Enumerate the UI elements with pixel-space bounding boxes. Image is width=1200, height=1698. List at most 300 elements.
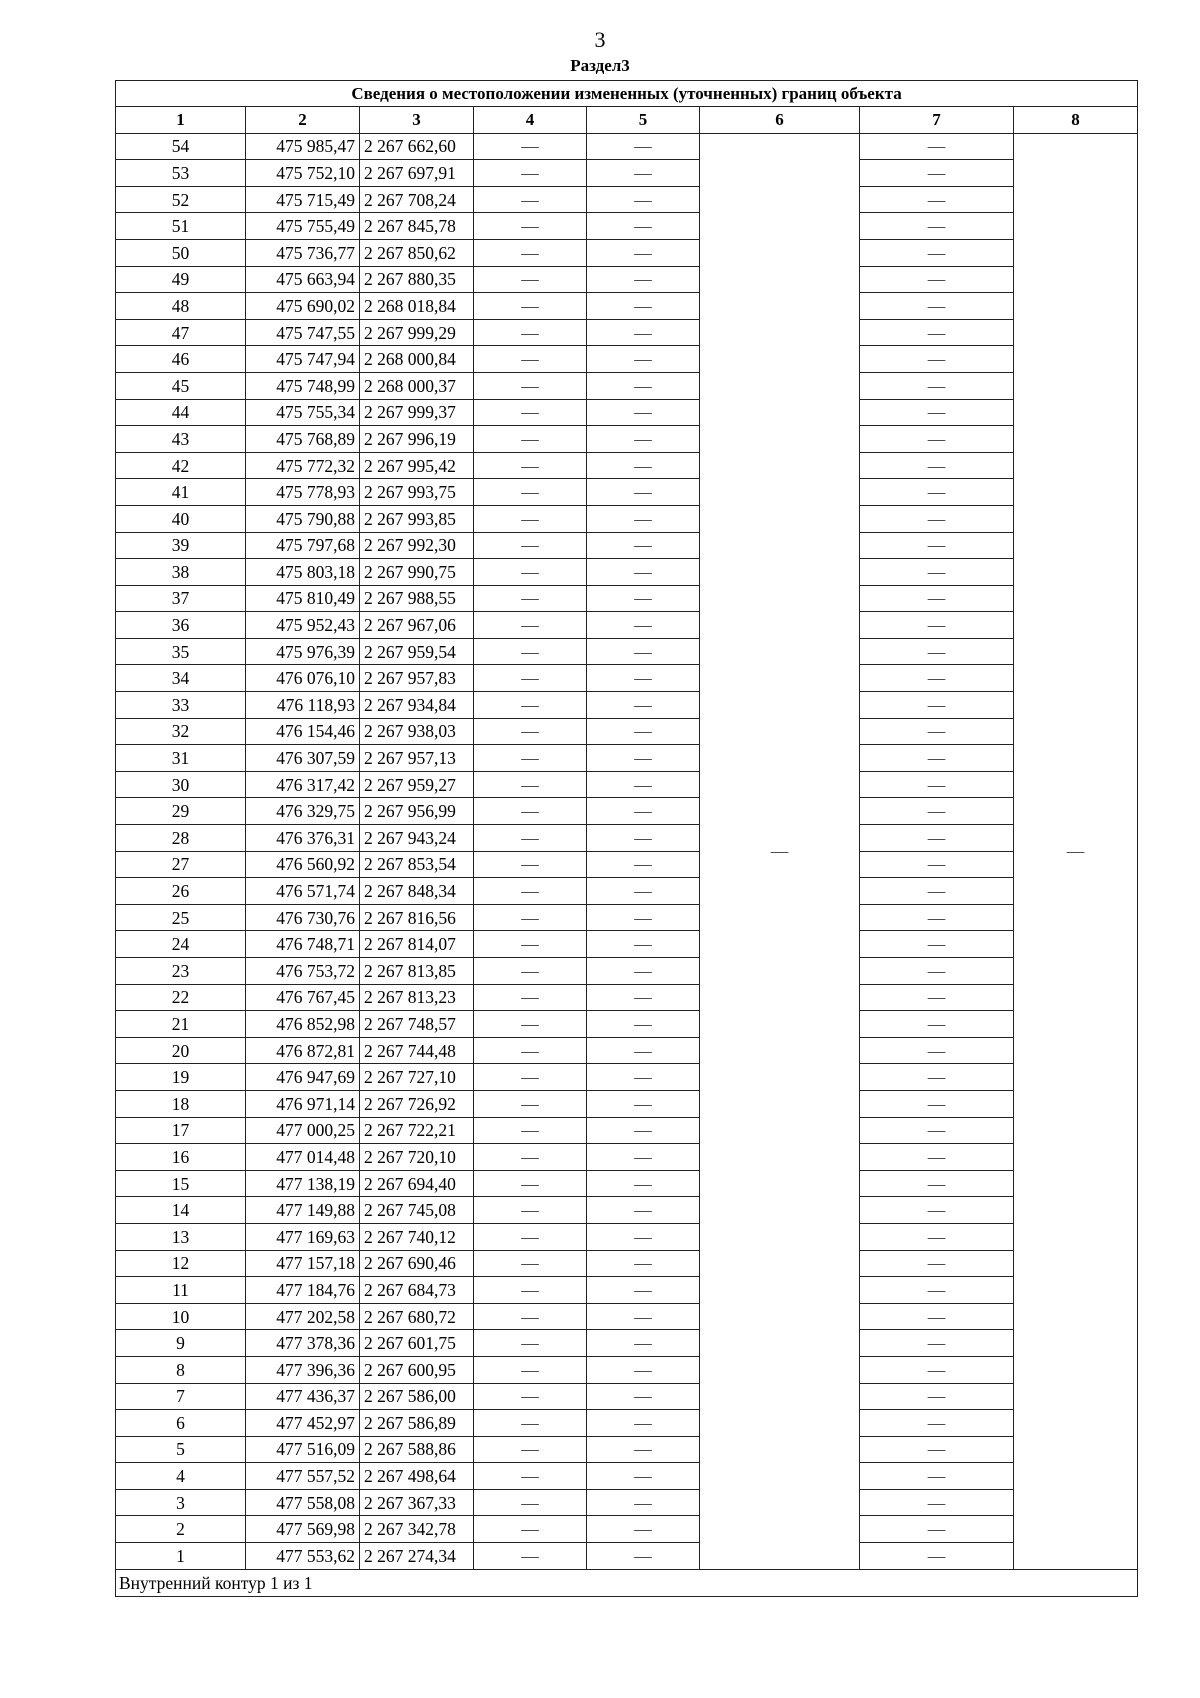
table-row	[116, 1436, 1138, 1463]
column-4-cell: —	[474, 1463, 587, 1490]
column-7-cell: —	[860, 1011, 1014, 1038]
point-number-cell: 45	[116, 372, 246, 399]
table-row	[116, 1516, 1138, 1543]
y-coordinate-cell: 2 267 990,75	[360, 559, 474, 586]
point-number-cell: 18	[116, 1090, 246, 1117]
column-5-cell: —	[587, 293, 700, 320]
column-4-cell: —	[474, 1410, 587, 1437]
y-coordinate-cell: 2 267 959,54	[360, 638, 474, 665]
table-row	[116, 771, 1138, 798]
column-7-cell: —	[860, 559, 1014, 586]
column-5-cell: —	[587, 1383, 700, 1410]
column-8-merged-cell: —	[1014, 133, 1138, 1569]
column-5-cell: —	[587, 1330, 700, 1357]
x-coordinate-cell: 476 376,31	[246, 825, 360, 852]
x-coordinate-cell: 477 378,36	[246, 1330, 360, 1357]
column-7-cell: —	[860, 825, 1014, 852]
table-row	[116, 532, 1138, 559]
column-4-cell: —	[474, 984, 587, 1011]
column-7-cell: —	[860, 851, 1014, 878]
table-row	[116, 958, 1138, 985]
column-4-cell: —	[474, 958, 587, 985]
x-coordinate-cell: 475 976,39	[246, 638, 360, 665]
table-row	[116, 825, 1138, 852]
page-number: 3	[594, 27, 606, 52]
column-7-cell: —	[860, 293, 1014, 320]
table-row	[116, 346, 1138, 373]
y-coordinate-cell: 2 267 853,54	[360, 851, 474, 878]
point-number-cell: 15	[116, 1170, 246, 1197]
column-4-cell: —	[474, 1330, 587, 1357]
table-row	[116, 1170, 1138, 1197]
point-number-cell: 13	[116, 1223, 246, 1250]
point-number-cell: 17	[116, 1117, 246, 1144]
x-coordinate-cell: 477 169,63	[246, 1223, 360, 1250]
column-5-cell: —	[587, 266, 700, 293]
point-number-cell: 4	[116, 1463, 246, 1490]
column-7-cell: —	[860, 452, 1014, 479]
point-number-cell: 37	[116, 585, 246, 612]
column-5-cell: —	[587, 186, 700, 213]
point-number-cell: 53	[116, 160, 246, 187]
table-row	[116, 1303, 1138, 1330]
column-7-cell: —	[860, 505, 1014, 532]
column-5-cell: —	[587, 1223, 700, 1250]
x-coordinate-cell: 475 797,68	[246, 532, 360, 559]
point-number-cell: 14	[116, 1197, 246, 1224]
column-5-cell: —	[587, 718, 700, 745]
table-row	[116, 1011, 1138, 1038]
column-4-cell: —	[474, 213, 587, 240]
point-number-cell: 6	[116, 1410, 246, 1437]
column-5-cell: —	[587, 612, 700, 639]
table-row	[116, 1090, 1138, 1117]
x-coordinate-cell: 477 000,25	[246, 1117, 360, 1144]
y-coordinate-cell: 2 267 694,40	[360, 1170, 474, 1197]
column-4-cell: —	[474, 133, 587, 160]
point-number-cell: 10	[116, 1303, 246, 1330]
y-coordinate-cell: 2 267 342,78	[360, 1516, 474, 1543]
column-4-cell: —	[474, 1170, 587, 1197]
table-row	[116, 505, 1138, 532]
y-coordinate-cell: 2 267 999,29	[360, 319, 474, 346]
column-5-cell: —	[587, 399, 700, 426]
column-5-cell: —	[587, 1543, 700, 1570]
y-coordinate-cell: 2 267 880,35	[360, 266, 474, 293]
point-number-cell: 12	[116, 1250, 246, 1277]
column-4-cell: —	[474, 1144, 587, 1171]
point-number-cell: 42	[116, 452, 246, 479]
y-coordinate-cell: 2 267 956,99	[360, 798, 474, 825]
y-coordinate-cell: 2 267 957,83	[360, 665, 474, 692]
x-coordinate-cell: 475 768,89	[246, 426, 360, 453]
y-coordinate-cell: 2 268 018,84	[360, 293, 474, 320]
x-coordinate-cell: 476 571,74	[246, 878, 360, 905]
point-number-cell: 41	[116, 479, 246, 506]
column-7-cell: —	[860, 665, 1014, 692]
column-7-cell: —	[860, 692, 1014, 719]
column-5-cell: —	[587, 931, 700, 958]
y-coordinate-cell: 2 267 938,03	[360, 718, 474, 745]
point-number-cell: 27	[116, 851, 246, 878]
column-7-cell: —	[860, 984, 1014, 1011]
point-number-cell: 47	[116, 319, 246, 346]
column-7-cell: —	[860, 1277, 1014, 1304]
point-number-cell: 22	[116, 984, 246, 1011]
column-7-cell: —	[860, 1064, 1014, 1091]
table-row	[116, 266, 1138, 293]
column-7-cell: —	[860, 1489, 1014, 1516]
point-number-cell: 30	[116, 771, 246, 798]
point-number-cell: 31	[116, 745, 246, 772]
column-5-cell: —	[587, 1463, 700, 1490]
table-row	[116, 213, 1138, 240]
column-4-cell: —	[474, 904, 587, 931]
point-number-cell: 20	[116, 1037, 246, 1064]
point-number-cell: 38	[116, 559, 246, 586]
table-row	[116, 904, 1138, 931]
column-5-cell: —	[587, 585, 700, 612]
table-row	[116, 399, 1138, 426]
y-coordinate-cell: 2 267 848,34	[360, 878, 474, 905]
x-coordinate-cell: 477 569,98	[246, 1516, 360, 1543]
column-5-cell: —	[587, 1356, 700, 1383]
column-4-cell: —	[474, 346, 587, 373]
column-7-cell: —	[860, 1436, 1014, 1463]
column-4-cell: —	[474, 559, 587, 586]
table-footer: Внутренний контур 1 из 1	[116, 1569, 1138, 1596]
x-coordinate-cell: 475 663,94	[246, 266, 360, 293]
column-5-cell: —	[587, 771, 700, 798]
column-5-cell: —	[587, 825, 700, 852]
y-coordinate-cell: 2 267 996,19	[360, 426, 474, 453]
column-7-cell: —	[860, 266, 1014, 293]
column-5-cell: —	[587, 1489, 700, 1516]
x-coordinate-cell: 476 329,75	[246, 798, 360, 825]
column-header-5: 5	[587, 107, 700, 134]
column-7-cell: —	[860, 1090, 1014, 1117]
table-row	[116, 1250, 1138, 1277]
column-7-cell: —	[860, 1223, 1014, 1250]
column-5-cell: —	[587, 904, 700, 931]
column-4-cell: —	[474, 878, 587, 905]
boundary-coordinates-table	[115, 80, 1138, 1597]
x-coordinate-cell: 477 157,18	[246, 1250, 360, 1277]
column-4-cell: —	[474, 1516, 587, 1543]
x-coordinate-cell: 475 790,88	[246, 505, 360, 532]
column-7-cell: —	[860, 904, 1014, 931]
y-coordinate-cell: 2 267 813,85	[360, 958, 474, 985]
column-5-cell: —	[587, 479, 700, 506]
point-number-cell: 23	[116, 958, 246, 985]
column-7-cell: —	[860, 133, 1014, 160]
column-5-cell: —	[587, 160, 700, 187]
y-coordinate-cell: 2 267 959,27	[360, 771, 474, 798]
column-7-cell: —	[860, 1410, 1014, 1437]
column-4-cell: —	[474, 266, 587, 293]
y-coordinate-cell: 2 267 992,30	[360, 532, 474, 559]
column-5-cell: —	[587, 1410, 700, 1437]
y-coordinate-cell: 2 267 726,92	[360, 1090, 474, 1117]
column-7-cell: —	[860, 958, 1014, 985]
column-4-cell: —	[474, 532, 587, 559]
y-coordinate-cell: 2 267 367,33	[360, 1489, 474, 1516]
x-coordinate-cell: 476 317,42	[246, 771, 360, 798]
column-7-cell: —	[860, 798, 1014, 825]
column-5-cell: —	[587, 638, 700, 665]
y-coordinate-cell: 2 267 680,72	[360, 1303, 474, 1330]
point-number-cell: 49	[116, 266, 246, 293]
column-7-cell: —	[860, 239, 1014, 266]
column-6-merged-cell: —	[700, 133, 860, 1569]
column-5-cell: —	[587, 505, 700, 532]
column-4-cell: —	[474, 692, 587, 719]
column-5-cell: —	[587, 1117, 700, 1144]
x-coordinate-cell: 475 985,47	[246, 133, 360, 160]
x-coordinate-cell: 475 755,49	[246, 213, 360, 240]
column-4-cell: —	[474, 931, 587, 958]
column-5-cell: —	[587, 133, 700, 160]
column-4-cell: —	[474, 1037, 587, 1064]
column-4-cell: —	[474, 372, 587, 399]
table-row	[116, 1223, 1138, 1250]
x-coordinate-cell: 476 154,46	[246, 718, 360, 745]
y-coordinate-cell: 2 268 000,84	[360, 346, 474, 373]
column-5-cell: —	[587, 1436, 700, 1463]
point-number-cell: 26	[116, 878, 246, 905]
column-4-cell: —	[474, 638, 587, 665]
column-7-cell: —	[860, 160, 1014, 187]
column-4-cell: —	[474, 1356, 587, 1383]
column-7-cell: —	[860, 532, 1014, 559]
table-row	[116, 559, 1138, 586]
column-7-cell: —	[860, 1330, 1014, 1357]
point-number-cell: 46	[116, 346, 246, 373]
table-row	[116, 186, 1138, 213]
column-4-cell: —	[474, 1543, 587, 1570]
y-coordinate-cell: 2 267 274,34	[360, 1543, 474, 1570]
column-7-cell: —	[860, 878, 1014, 905]
point-number-cell: 19	[116, 1064, 246, 1091]
table-row	[116, 372, 1138, 399]
y-coordinate-cell: 2 267 745,08	[360, 1197, 474, 1224]
x-coordinate-cell: 477 138,19	[246, 1170, 360, 1197]
column-5-cell: —	[587, 372, 700, 399]
x-coordinate-cell: 476 971,14	[246, 1090, 360, 1117]
column-4-cell: —	[474, 665, 587, 692]
x-coordinate-cell: 477 149,88	[246, 1197, 360, 1224]
y-coordinate-cell: 2 267 850,62	[360, 239, 474, 266]
column-5-cell: —	[587, 319, 700, 346]
column-5-cell: —	[587, 559, 700, 586]
column-5-cell: —	[587, 1144, 700, 1171]
point-number-cell: 11	[116, 1277, 246, 1304]
table-row	[116, 612, 1138, 639]
x-coordinate-cell: 476 753,72	[246, 958, 360, 985]
table-row	[116, 692, 1138, 719]
column-header-3: 3	[360, 107, 474, 134]
column-header-row	[116, 107, 1138, 134]
table-row	[116, 1330, 1138, 1357]
y-coordinate-cell: 2 267 943,24	[360, 825, 474, 852]
x-coordinate-cell: 475 772,32	[246, 452, 360, 479]
column-7-cell: —	[860, 186, 1014, 213]
column-4-cell: —	[474, 1303, 587, 1330]
y-coordinate-cell: 2 267 601,75	[360, 1330, 474, 1357]
column-4-cell: —	[474, 1011, 587, 1038]
column-7-cell: —	[860, 771, 1014, 798]
column-4-cell: —	[474, 479, 587, 506]
y-coordinate-cell: 2 267 967,06	[360, 612, 474, 639]
point-number-cell: 50	[116, 239, 246, 266]
column-4-cell: —	[474, 1223, 587, 1250]
point-number-cell: 25	[116, 904, 246, 931]
table-row	[116, 1356, 1138, 1383]
column-4-cell: —	[474, 319, 587, 346]
column-4-cell: —	[474, 771, 587, 798]
point-number-cell: 51	[116, 213, 246, 240]
x-coordinate-cell: 475 952,43	[246, 612, 360, 639]
point-number-cell: 32	[116, 718, 246, 745]
x-coordinate-cell: 475 736,77	[246, 239, 360, 266]
x-coordinate-cell: 477 557,52	[246, 1463, 360, 1490]
y-coordinate-cell: 2 267 993,85	[360, 505, 474, 532]
column-7-cell: —	[860, 1250, 1014, 1277]
column-4-cell: —	[474, 745, 587, 772]
column-5-cell: —	[587, 745, 700, 772]
y-coordinate-cell: 2 267 684,73	[360, 1277, 474, 1304]
point-number-cell: 5	[116, 1436, 246, 1463]
x-coordinate-cell: 475 747,94	[246, 346, 360, 373]
column-4-cell: —	[474, 825, 587, 852]
column-7-cell: —	[860, 612, 1014, 639]
table-row	[116, 1383, 1138, 1410]
column-7-cell: —	[860, 1356, 1014, 1383]
column-4-cell: —	[474, 426, 587, 453]
column-5-cell: —	[587, 851, 700, 878]
point-number-cell: 8	[116, 1356, 246, 1383]
y-coordinate-cell: 2 267 813,23	[360, 984, 474, 1011]
x-coordinate-cell: 476 767,45	[246, 984, 360, 1011]
table-row	[116, 1197, 1138, 1224]
point-number-cell: 24	[116, 931, 246, 958]
point-number-cell: 33	[116, 692, 246, 719]
y-coordinate-cell: 2 267 720,10	[360, 1144, 474, 1171]
x-coordinate-cell: 476 560,92	[246, 851, 360, 878]
x-coordinate-cell: 476 872,81	[246, 1037, 360, 1064]
column-4-cell: —	[474, 505, 587, 532]
column-4-cell: —	[474, 851, 587, 878]
column-7-cell: —	[860, 718, 1014, 745]
x-coordinate-cell: 477 184,76	[246, 1277, 360, 1304]
x-coordinate-cell: 475 755,34	[246, 399, 360, 426]
column-4-cell: —	[474, 1064, 587, 1091]
table-row	[116, 585, 1138, 612]
column-5-cell: —	[587, 1170, 700, 1197]
column-4-cell: —	[474, 452, 587, 479]
x-coordinate-cell: 475 747,55	[246, 319, 360, 346]
column-7-cell: —	[860, 213, 1014, 240]
column-header-2: 2	[246, 107, 360, 134]
column-5-cell: —	[587, 532, 700, 559]
point-number-cell: 1	[116, 1543, 246, 1570]
table-row	[116, 319, 1138, 346]
y-coordinate-cell: 2 267 586,00	[360, 1383, 474, 1410]
table-row	[116, 1064, 1138, 1091]
column-4-cell: —	[474, 1090, 587, 1117]
table-caption: Сведения о местоположении измененных (уточненных) границ объекта	[116, 81, 1138, 107]
column-7-cell: —	[860, 1463, 1014, 1490]
column-5-cell: —	[587, 1037, 700, 1064]
y-coordinate-cell: 2 267 722,21	[360, 1117, 474, 1144]
x-coordinate-cell: 477 452,97	[246, 1410, 360, 1437]
y-coordinate-cell: 2 267 957,13	[360, 745, 474, 772]
y-coordinate-cell: 2 267 845,78	[360, 213, 474, 240]
column-4-cell: —	[474, 186, 587, 213]
point-number-cell: 21	[116, 1011, 246, 1038]
x-coordinate-cell: 476 076,10	[246, 665, 360, 692]
table-row	[116, 1037, 1138, 1064]
y-coordinate-cell: 2 267 662,60	[360, 133, 474, 160]
column-7-cell: —	[860, 585, 1014, 612]
column-5-cell: —	[587, 1064, 700, 1091]
table-row	[116, 1489, 1138, 1516]
y-coordinate-cell: 2 267 588,86	[360, 1436, 474, 1463]
column-5-cell: —	[587, 346, 700, 373]
column-5-cell: —	[587, 1090, 700, 1117]
point-number-cell: 40	[116, 505, 246, 532]
column-4-cell: —	[474, 239, 587, 266]
column-5-cell: —	[587, 665, 700, 692]
column-header-7: 7	[860, 107, 1014, 134]
column-5-cell: —	[587, 692, 700, 719]
x-coordinate-cell: 476 730,76	[246, 904, 360, 931]
y-coordinate-cell: 2 267 708,24	[360, 186, 474, 213]
x-coordinate-cell: 475 690,02	[246, 293, 360, 320]
point-number-cell: 2	[116, 1516, 246, 1543]
column-5-cell: —	[587, 798, 700, 825]
column-7-cell: —	[860, 372, 1014, 399]
x-coordinate-cell: 475 803,18	[246, 559, 360, 586]
column-7-cell: —	[860, 1516, 1014, 1543]
table-row	[116, 665, 1138, 692]
column-4-cell: —	[474, 1197, 587, 1224]
column-5-cell: —	[587, 1197, 700, 1224]
point-number-cell: 39	[116, 532, 246, 559]
table-row	[116, 133, 1138, 160]
table-row	[116, 931, 1138, 958]
column-5-cell: —	[587, 958, 700, 985]
column-4-cell: —	[474, 718, 587, 745]
y-coordinate-cell: 2 267 934,84	[360, 692, 474, 719]
column-5-cell: —	[587, 239, 700, 266]
x-coordinate-cell: 475 715,49	[246, 186, 360, 213]
column-header-4: 4	[474, 107, 587, 134]
x-coordinate-cell: 475 810,49	[246, 585, 360, 612]
y-coordinate-cell: 2 267 727,10	[360, 1064, 474, 1091]
point-number-cell: 3	[116, 1489, 246, 1516]
y-coordinate-cell: 2 267 995,42	[360, 452, 474, 479]
table-body	[116, 133, 1138, 1569]
column-7-cell: —	[860, 426, 1014, 453]
column-7-cell: —	[860, 638, 1014, 665]
column-7-cell: —	[860, 1303, 1014, 1330]
table-row	[116, 984, 1138, 1011]
x-coordinate-cell: 477 516,09	[246, 1436, 360, 1463]
y-coordinate-cell: 2 267 600,95	[360, 1356, 474, 1383]
table-row	[116, 1463, 1138, 1490]
x-coordinate-cell: 477 014,48	[246, 1144, 360, 1171]
